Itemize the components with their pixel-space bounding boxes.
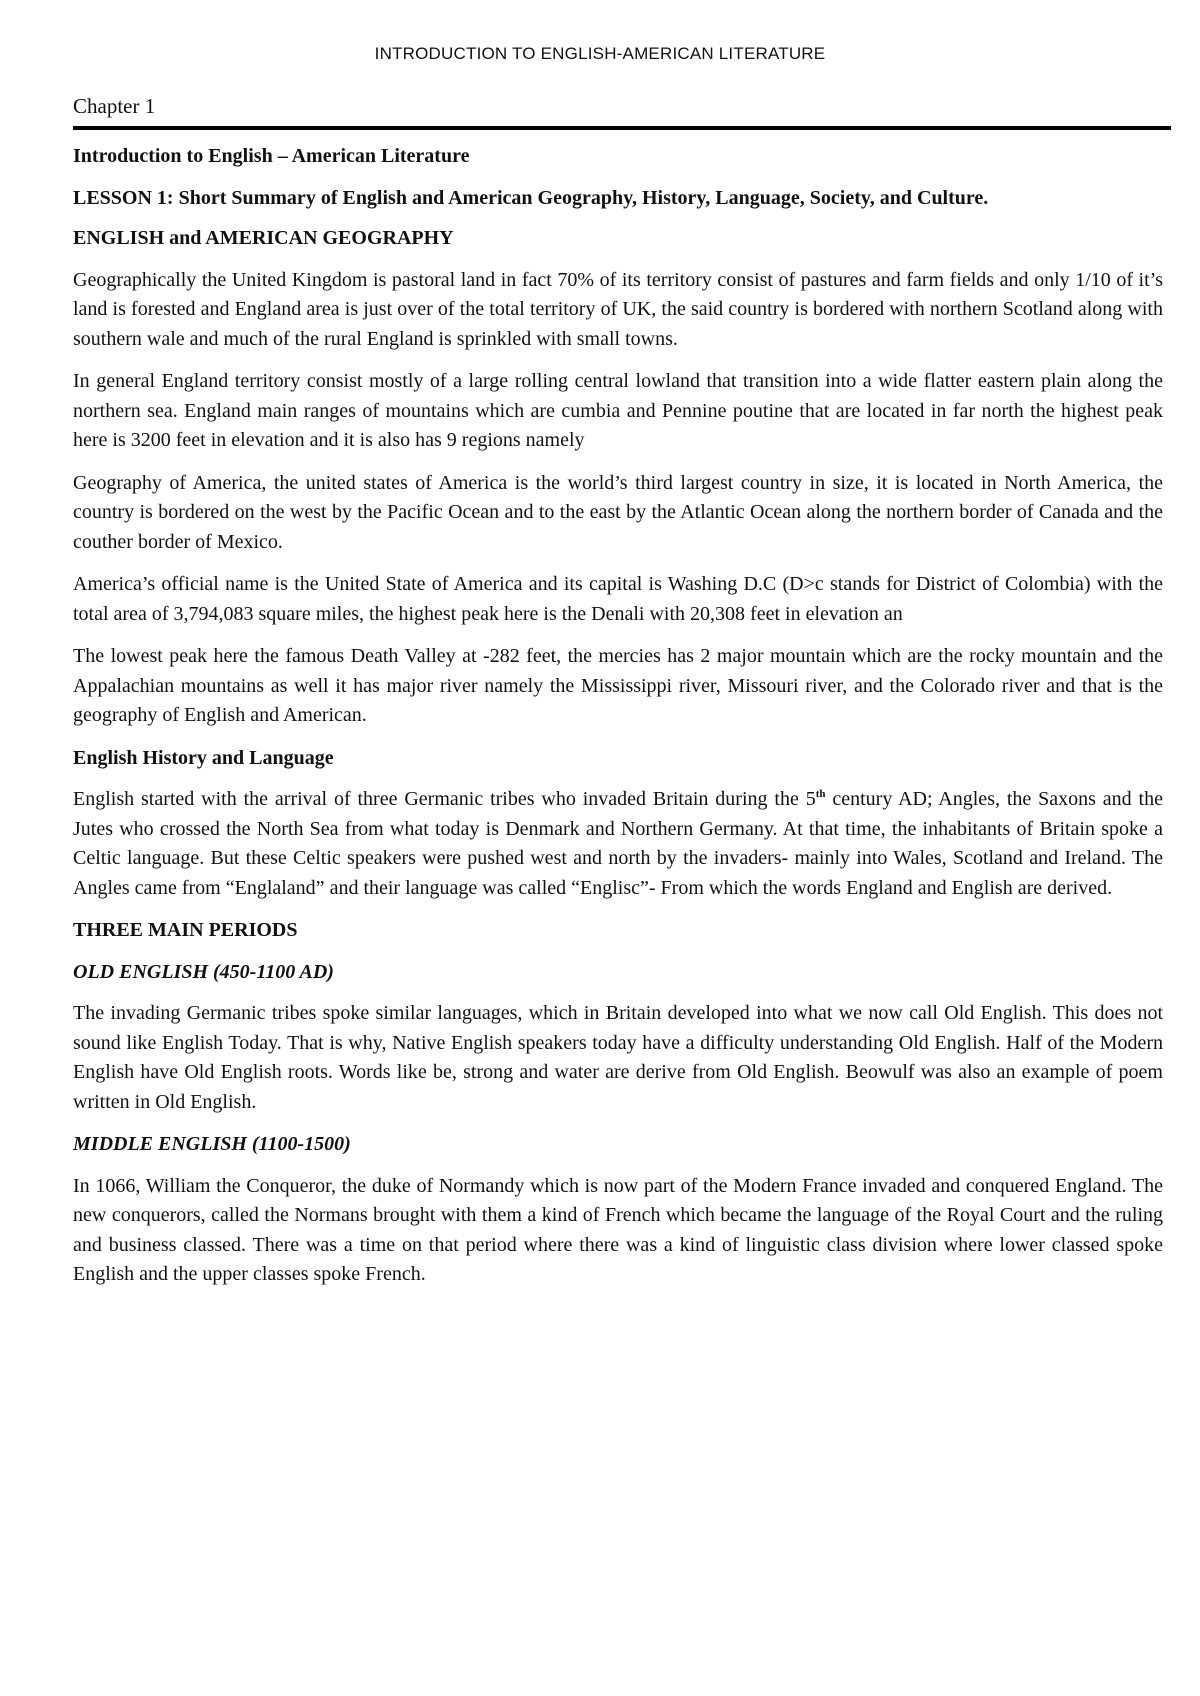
geography-paragraph-uk: Geographically the United Kingdom is pastoral land in fact 70% of its territory consist of pastures and farm fields and only 1/10 of it’s land is forested and England area is just over of the total territory of UK, the said country is bordered with northern Scotland along with southern wale and much of the rural England is sprinkled with small towns.: [73, 268, 1163, 350]
history-text-part2: century AD; Angles, the Saxons and the Jutes who crossed the North Sea from what today is Denmark and Northern Germany. At that time, the inhabitants of Britain spoke a Celtic language. But these Celtic speakers were pushed west and north by the invaders- mainly into Wales, Scotland and Ireland. The Angles came from “Englaland” and their language was called “Englisc”- From which the words England and English are derived.: [73, 788, 1163, 899]
geography-paragraph-america-capital: America’s official name is the United State of America and its capital is Washing D.C (D>c stands for District of Colombia) with the total area of 3,794,083 square miles, the highest peak here is the Denali with 20,308 feet in elevation an: [73, 573, 1163, 625]
middle-english-paragraph: In 1066, William the Conqueror, the duke of Normandy which is now part of the Modern France invaded and conquered England. The new conquerors, called the Normans brought with them a kind of French which became the language of the Royal Court and the ruling and business classed. There was a time on that period where there was a kind of linguistic class division where lower classed spoke English and the upper classes spoke French.: [73, 1174, 1163, 1285]
middle-english-heading: MIDDLE ENGLISH (1100-1500): [73, 1133, 351, 1155]
geography-heading: ENGLISH and AMERICAN GEOGRAPHY: [73, 227, 454, 249]
geography-paragraph-england-territory: In general England territory consist mostly of a large rolling central lowland that transition into a wide flatter eastern plain along the northern sea. England main ranges of mountains which are cumbia and Pennine poutine that are located in far north the highest peak here is 3200 feet in elevation and it is also has 9 regions namely: [73, 370, 1163, 451]
chapter-title: Introduction to English – American Literature: [73, 144, 470, 167]
history-heading: English History and Language: [73, 746, 334, 769]
geography-paragraph-lowest-peak: The lowest peak here the famous Death Valley at -282 feet, the mercies has 2 major mountain which are the rocky mountain and the Appalachian mountains as well it has major river namely the Mississippi river, Missouri river, and the Colorado river and that is the geography of English and American.: [73, 645, 1163, 726]
geography-paragraph-america: Geography of America, the united states of America is the world’s third largest country in size, it is located in North America, the country is bordered on the west by the Pacific Ocean and to the east by the Atlantic Ocean along the northern border of Canada and the couther border of Mexico.: [73, 471, 1163, 553]
ordinal-superscript: th: [815, 788, 826, 800]
running-header: INTRODUCTION TO ENGLISH-AMERICAN LITERATURE: [374, 44, 826, 63]
periods-heading: THREE MAIN PERIODS: [73, 919, 298, 941]
history-paragraph: [73, 785, 1163, 903]
old-english-paragraph: The invading Germanic tribes spoke similar languages, which in Britain developed into what we now call Old English. This does not sound like English Today. That is why, Native English speakers today have a difficulty understanding Old English. Half of the Modern English have Old English roots. Words like be, strong and water are derive from Old English. Beowulf was also an example of poem written in Old English.: [73, 1002, 1163, 1113]
old-english-heading: OLD ENGLISH (450-1100 AD): [73, 960, 334, 983]
page-content: [73, 88, 1163, 1303]
lesson-title: LESSON 1: Short Summary of English and American Geography, History, Language, Society, and Culture.: [73, 187, 989, 209]
chapter-divider: [73, 126, 1171, 130]
chapter-label: Chapter 1: [73, 94, 156, 118]
history-text-part1: English started with the arrival of three Germanic tribes who invaded Britain during the 5: [73, 788, 816, 810]
